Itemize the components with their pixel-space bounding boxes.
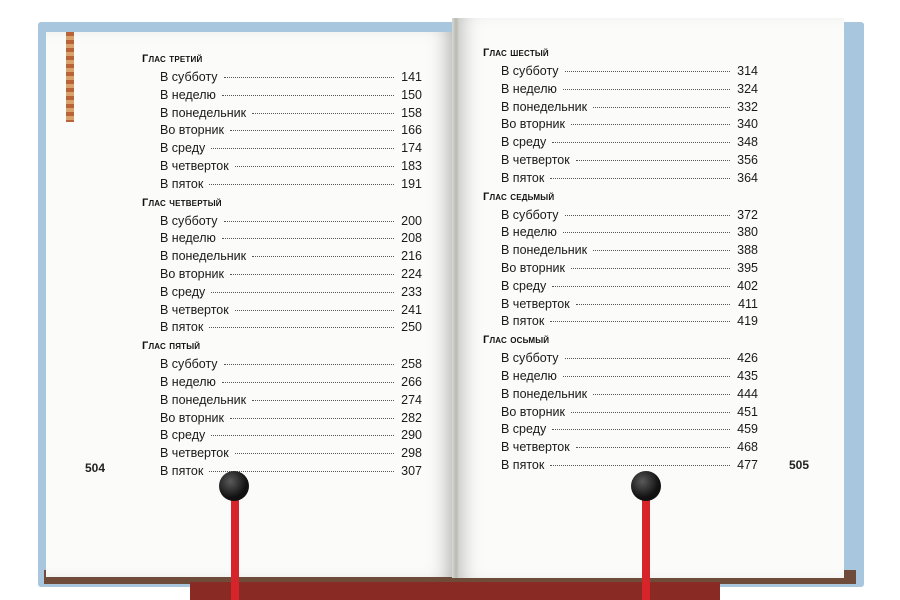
toc-entry-page-number: 216 (401, 249, 422, 264)
toc-entry (142, 158, 422, 176)
toc-entry-page-number: 158 (401, 105, 422, 120)
dot-leader (209, 184, 394, 185)
toc-entry (483, 368, 758, 386)
dot-leader (563, 376, 730, 377)
toc-entry (142, 392, 422, 410)
toc-entry (142, 248, 422, 266)
toc-entry-page-number: 224 (401, 266, 422, 281)
toc-entry-day: В понедельник (501, 243, 588, 258)
toc-entry-day: В понедельник (501, 99, 588, 114)
toc-entry (483, 296, 758, 314)
toc-entry-day: В пяток (160, 463, 204, 478)
toc-entry-page-number: 174 (401, 141, 422, 156)
toc-entry-day: В неделю (501, 81, 557, 96)
toc-entry-page-number: 372 (737, 207, 758, 222)
dot-leader (222, 238, 394, 239)
toc-entry-day: В неделю (501, 225, 557, 240)
toc-entry (142, 140, 422, 158)
book-gutter (452, 18, 460, 578)
toc-entry-page-number: 290 (401, 428, 422, 443)
toc-entry-day: В четверток (160, 158, 229, 173)
toc-entry-page-number: 258 (401, 357, 422, 372)
toc-entry (142, 176, 422, 194)
dot-leader (563, 232, 730, 233)
toc-entry-day: В субботу (501, 207, 559, 222)
toc-entry-day: Во вторник (501, 117, 565, 132)
toc-entry-day: В понедельник (501, 386, 588, 401)
toc-section-heading: Глас осьмый (483, 334, 550, 347)
toc-entry-day: В неделю (160, 374, 216, 389)
toc-entry (142, 445, 422, 463)
toc-entry-page-number: 340 (737, 117, 758, 132)
dot-leader (550, 321, 730, 322)
toc-entry (483, 386, 758, 404)
toc-entry-page-number: 324 (737, 81, 758, 96)
toc-section-heading: Глас пятый (142, 340, 201, 353)
toc-entry (483, 81, 758, 99)
toc-entry-page-number: 150 (401, 87, 422, 102)
dot-leader (252, 400, 394, 401)
bookmark-ribbon (66, 32, 74, 122)
toc-entry-page-number: 364 (737, 170, 758, 185)
toc-entry (483, 152, 758, 170)
dot-leader (552, 142, 730, 143)
dot-leader (571, 412, 730, 413)
toc-entry (483, 170, 758, 188)
toc-entry-day: В среду (160, 141, 206, 156)
toc-entry-day: В понедельник (160, 105, 247, 120)
toc-entry-page-number: 380 (737, 225, 758, 240)
toc-entry-page-number: 388 (737, 243, 758, 258)
toc-entry (483, 350, 758, 368)
page-holder-rod-right (642, 495, 650, 600)
toc-entry-page-number: 191 (401, 176, 422, 191)
toc-entry (142, 213, 422, 231)
toc-entry (142, 427, 422, 445)
dot-leader (235, 310, 394, 311)
dot-leader (230, 274, 394, 275)
toc-entry-day: В среду (501, 278, 547, 293)
toc-entry-page-number: 282 (401, 410, 422, 425)
toc-entry-day: В понедельник (160, 392, 247, 407)
toc-entry (483, 224, 758, 242)
toc-entry-page-number: 451 (737, 404, 758, 419)
toc-entry-page-number: 166 (401, 123, 422, 138)
dot-leader (576, 160, 730, 161)
dot-leader (552, 286, 730, 287)
dot-leader (576, 304, 730, 305)
toc-entry (142, 356, 422, 374)
dot-leader (550, 465, 730, 466)
toc-entry-page-number: 348 (737, 135, 758, 150)
toc-entry (483, 313, 758, 331)
page-holder-knob-left (219, 471, 249, 501)
toc-entry-page-number: 402 (737, 278, 758, 293)
toc-entry-day: В субботу (160, 70, 218, 84)
toc-section (142, 337, 422, 481)
toc-entry-day: Во вторник (160, 266, 224, 281)
toc-entry (483, 439, 758, 457)
dot-leader (576, 447, 730, 448)
toc-entry-day: В четверток (160, 302, 229, 317)
toc-entry-day: В понедельник (160, 249, 247, 264)
toc-entry-day: В пяток (160, 176, 204, 191)
toc-entry (142, 374, 422, 392)
toc-entry-page-number: 444 (737, 386, 758, 401)
toc-entry-page-number: 266 (401, 374, 422, 389)
dot-leader (571, 124, 730, 125)
toc-entry (483, 63, 758, 81)
toc-entry-page-number: 183 (401, 158, 422, 173)
toc-entry-day: В субботу (160, 213, 218, 228)
toc-entry-day: Во вторник (501, 260, 565, 275)
toc-entry (483, 404, 758, 422)
toc-entry-page-number: 332 (737, 99, 758, 114)
toc-entry-day: В субботу (160, 357, 218, 372)
dot-leader (252, 113, 394, 114)
dot-leader (550, 178, 730, 179)
toc-entry-day: В неделю (160, 231, 216, 246)
toc-entry-day: В пяток (501, 314, 545, 329)
toc-left-column (142, 50, 422, 481)
toc-entry (483, 278, 758, 296)
toc-section (483, 44, 758, 188)
toc-entry (142, 302, 422, 320)
toc-entry-page-number: 307 (401, 463, 422, 478)
toc-entry (483, 457, 758, 475)
dot-leader (222, 382, 394, 383)
toc-entry-page-number: 233 (401, 284, 422, 299)
dot-leader (252, 256, 394, 257)
toc-entry-page-number: 426 (737, 351, 758, 366)
toc-entry-day: В среду (160, 284, 206, 299)
toc-entry (142, 69, 422, 87)
toc-entry-day: В пяток (501, 170, 545, 185)
dot-leader (211, 148, 394, 149)
book-stand (190, 582, 720, 600)
toc-entry-page-number: 314 (737, 64, 758, 78)
dot-leader (552, 429, 730, 430)
dot-leader (230, 418, 394, 419)
toc-entry-day: В субботу (501, 64, 559, 78)
toc-entry-day: В четверток (501, 440, 570, 455)
toc-section (483, 188, 758, 332)
toc-entry-day: В среду (501, 135, 547, 150)
toc-right-column (483, 44, 758, 475)
toc-entry-page-number: 250 (401, 320, 422, 335)
toc-entry-day: В среду (160, 428, 206, 443)
toc-entry-day: В пяток (501, 457, 545, 472)
toc-section (483, 331, 758, 475)
toc-entry-page-number: 468 (737, 440, 758, 455)
dot-leader (593, 250, 730, 251)
toc-entry-page-number: 200 (401, 213, 422, 228)
dot-leader (235, 166, 394, 167)
dot-leader (593, 107, 730, 108)
toc-entry-page-number: 274 (401, 392, 422, 407)
toc-entry (483, 116, 758, 134)
toc-entry-page-number: 298 (401, 446, 422, 461)
toc-entry-page-number: 241 (401, 302, 422, 317)
toc-entry (142, 122, 422, 140)
dot-leader (571, 268, 730, 269)
page-holder-rod-left (231, 495, 239, 600)
toc-entry (142, 463, 422, 481)
dot-leader (211, 435, 394, 436)
toc-entry (483, 421, 758, 439)
toc-entry-day: В субботу (501, 351, 559, 366)
toc-section-heading: Глас третий (142, 53, 203, 65)
toc-entry-day: В четверток (501, 152, 570, 167)
dot-leader (565, 71, 730, 72)
toc-entry (483, 242, 758, 260)
toc-section-heading: Глас шестый (483, 47, 549, 59)
toc-entry-day: В среду (501, 422, 547, 437)
dot-leader (565, 215, 730, 216)
toc-entry-page-number: 356 (737, 152, 758, 167)
toc-entry-day: В четверток (160, 446, 229, 461)
dot-leader (224, 364, 394, 365)
dot-leader (224, 77, 394, 78)
toc-entry-page-number: 141 (401, 70, 422, 84)
toc-section (142, 50, 422, 194)
toc-entry-day: В неделю (501, 368, 557, 383)
toc-entry (483, 207, 758, 225)
dot-leader (211, 292, 394, 293)
toc-section-heading: Глас четвертый (142, 196, 222, 209)
toc-entry-day: В неделю (160, 87, 216, 102)
toc-entry (142, 266, 422, 284)
dot-leader (565, 358, 730, 359)
dot-leader (563, 89, 730, 90)
toc-entry (142, 230, 422, 248)
page-number-right: 505 (789, 458, 810, 472)
toc-entry-day: В четверток (501, 296, 570, 311)
toc-entry-page-number: 459 (737, 422, 758, 437)
toc-section (142, 194, 422, 338)
toc-entry (483, 260, 758, 278)
toc-section-heading: Глас седьмый (483, 190, 555, 203)
toc-entry (483, 134, 758, 152)
toc-entry (142, 284, 422, 302)
dot-leader (224, 221, 394, 222)
toc-entry-page-number: 208 (401, 231, 422, 246)
toc-entry-page-number: 435 (737, 368, 758, 383)
toc-entry-day: Во вторник (160, 410, 224, 425)
toc-entry-page-number: 477 (737, 457, 758, 472)
toc-entry (142, 319, 422, 337)
toc-entry (483, 99, 758, 117)
dot-leader (209, 327, 394, 328)
toc-entry-day: Во вторник (501, 404, 565, 419)
dot-leader (235, 453, 394, 454)
toc-entry-page-number: 419 (737, 314, 758, 329)
toc-entry-day: Во вторник (160, 123, 224, 138)
dot-leader (593, 394, 730, 395)
toc-entry (142, 105, 422, 123)
page-number-left: 504 (85, 461, 106, 475)
dot-leader (230, 130, 394, 131)
toc-entry (142, 410, 422, 428)
toc-entry-page-number: 411 (738, 296, 758, 311)
toc-entry (142, 87, 422, 105)
toc-entry-page-number: 395 (737, 260, 758, 275)
toc-entry-day: В пяток (160, 320, 204, 335)
dot-leader (222, 95, 394, 96)
page-holder-knob-right (631, 471, 661, 501)
